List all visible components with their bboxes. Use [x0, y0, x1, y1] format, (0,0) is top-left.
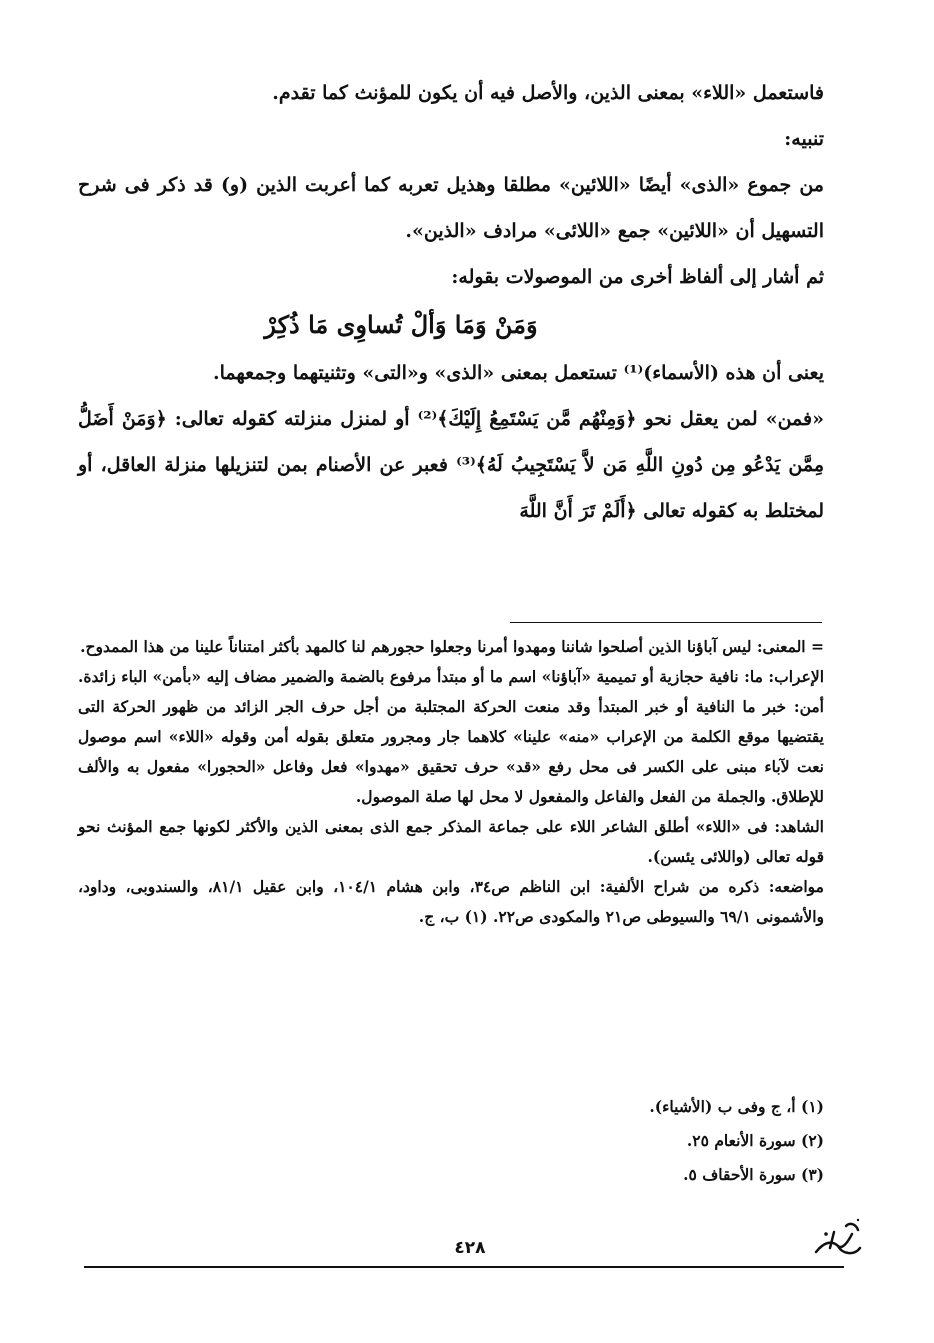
paragraph-explanation: يعنى أن هذه (الأسماء)⁽¹⁾ تستعمل بمعنى «الذى» و«التى» وتثنيتهما وجمعهما.: [212, 362, 824, 384]
main-text: [78, 70, 824, 534]
footnote-2: (٢) سورة الأنعام ٢٥.: [686, 1131, 824, 1150]
footnote-divider: [510, 622, 822, 623]
notice-heading: تنبيه:: [784, 128, 824, 150]
opening-line: فاستعمل «اللاء» بمعنى الذين، والأصل فيه أن يكون للمؤنث كما تقدم.: [272, 82, 824, 104]
intro-line: ثم أشار إلى ألفاظ أخرى من الموصولات بقوله:: [451, 266, 824, 288]
footnotes-list: [649, 1090, 824, 1192]
note-shahid: الشاهد: فى «اللاء» أطلق الشاعر اللاء على جماعة المذكر جمع الذى بمعنى الذين والأكثر لكونها جمع المؤنث نحو قوله تعالى (واللائى يئسن).: [78, 817, 824, 866]
bottom-rule: [84, 1266, 844, 1268]
alfiyya-verse: وَمَنْ وَمَا وَألْ تُساوِى مَا ذُكِرْ: [264, 310, 538, 339]
paragraph-plural-forms: من جموع «الذى» أيضًا «اللائين» مطلقا وهذيل تعربه كما أعربت الذين (و) قد ذكر فى شرح التسهيل أن «اللائين» جمع «اللائى» مرادف «الذين».: [78, 174, 824, 242]
note-mawadi: مواضعه: ذكره من شراح الألفية: ابن الناظم ص٣٤، وابن هشام ١٠٤/١، وابن عقيل ٨١/١، والسندوبى، وداود، والأشمونى ٦٩/١ والسيوطى ص٢١ والمكودى ص٢٢. (١) ب، ج.: [78, 877, 824, 926]
page-number: ٤٢٨: [454, 1238, 486, 1258]
commentary-notes: [78, 632, 824, 932]
paragraph-man-usage: «فمن» لمن يعقل نحو ﴿وَمِنْهُم مَّن يَسْتَمِعُ إِلَيْكَ﴾⁽²⁾ أو لمنزل منزلته كقوله تعالى: ﴿وَمَنْ أَضَلُّ مِمَّن يَدْعُو مِن دُونِ اللَّهِ مَن لاَّ يَسْتَجِيبُ لَهُ﴾⁽³⁾ فعبر عن الأصنام بمن لتنزيلها منزلة العاقل، أو لمختلط به كقوله تعالى ﴿أَلَمْ تَرَ أَنَّ اللَّهَ: [78, 408, 824, 522]
footnote-3: (٣) سورة الأحقاف ٥.: [683, 1165, 824, 1184]
note-irab: الإعراب: ما: نافية حجازية أو تميمية «آباؤنا» اسم ما أو مبتدأ مرفوع بالضمة والضمير مضاف إليه «بأمن» الباء زائدة. أمن: خبر ما النافية أو خبر المبتدأ وقد منعت الحركة المجتلبة من أجل حرف الجر الزائد من ظهور الحركة التى يقتضيها موقع الكلمة من الإعراب «منه» علينا» كلاهما جار ومجرور متعلق بقوله أمن وقوله «اللاء» اسم موصول نعت لآباء مبنى على الكسر فى محل رفع «قد» حرف تحقيق «مهدوا» فعل وفاعل «الحجورا» مفعول به والألف للإطلاق. والجملة من الفعل والفاعل والمفعول لا محل لها صلة الموصول.: [78, 667, 824, 806]
calligraphy-ornament-icon: [812, 1212, 864, 1262]
footnote-1: (١) أ، ج وفى ب (الأشياء).: [649, 1097, 824, 1116]
note-meaning: = المعنى: ليس آباؤنا الذين أصلحوا شاننا ومهدوا أمرنا وجعلوا حجورهم لنا كالمهد بأكثر امتناناً علينا من هذا الممدوح.: [80, 637, 824, 656]
